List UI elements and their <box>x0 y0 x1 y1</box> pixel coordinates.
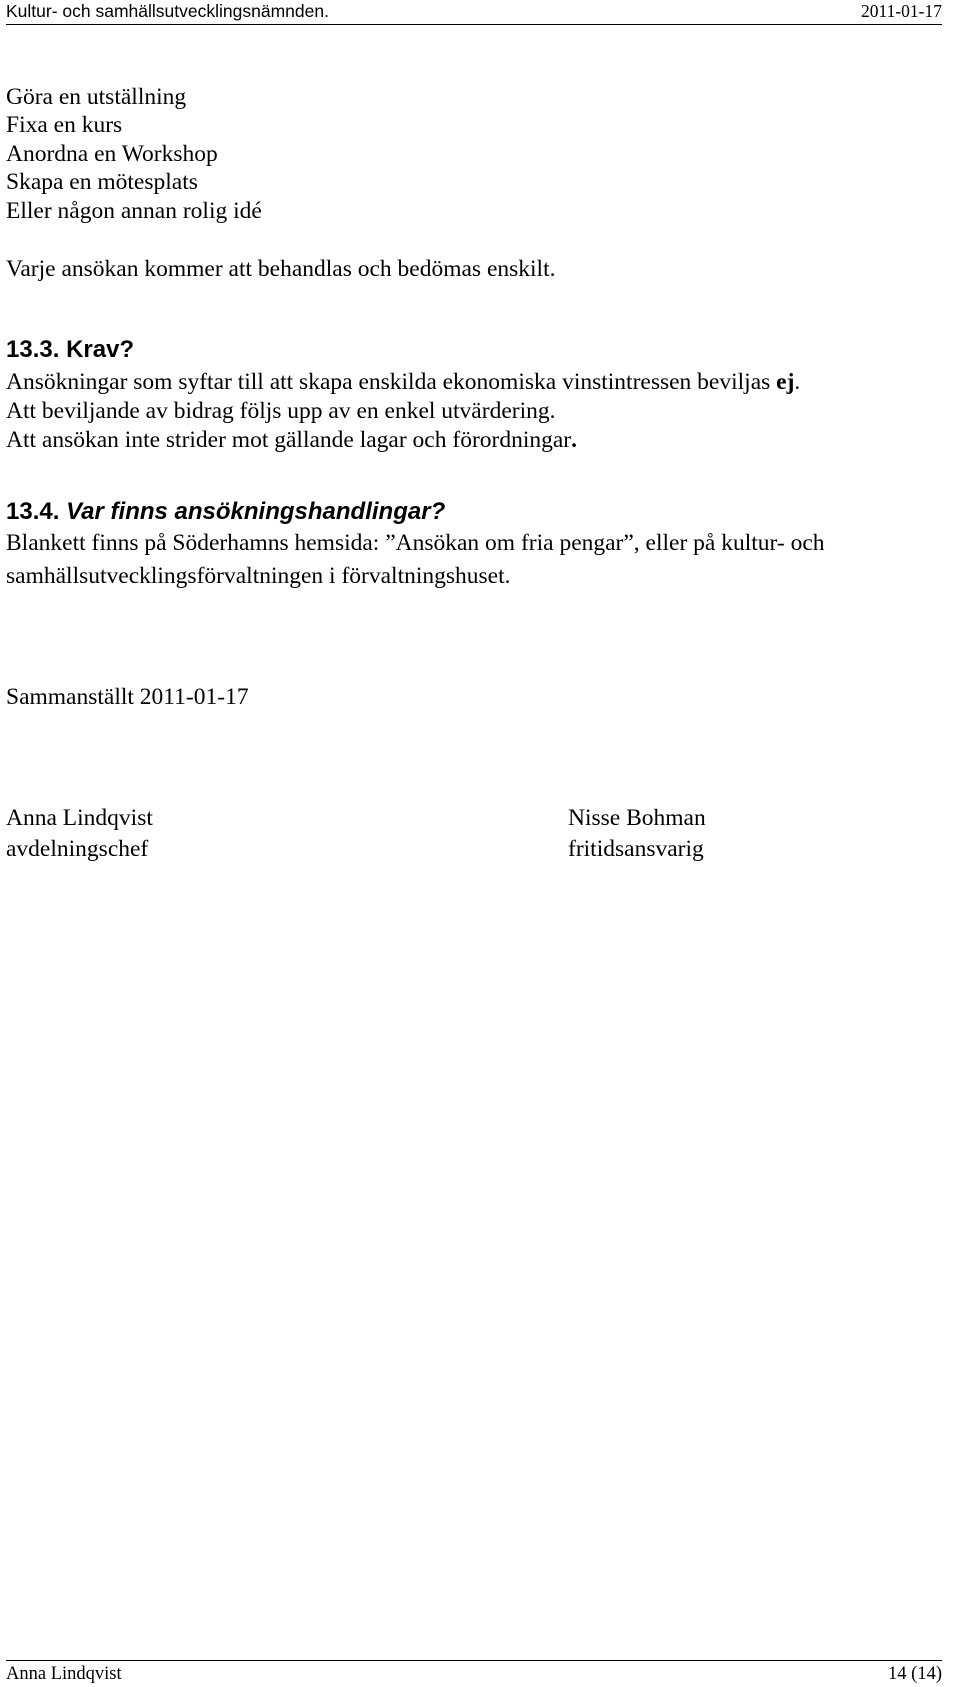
list-item: Fixa en kurs <box>6 112 123 138</box>
requirement-line <box>6 425 577 455</box>
section-title: Var finns ansökningshandlingar? <box>66 498 446 525</box>
page-header <box>6 0 942 25</box>
section-13-4-heading <box>6 497 445 527</box>
footer-author: Anna Lindqvist <box>6 1664 122 1684</box>
paragraph-line: samhällsutvecklingsförvaltningen i förvaltningshuset. <box>6 563 511 589</box>
compiled-date: Sammanställt 2011-01-17 <box>6 684 249 710</box>
list-item: Eller någon annan rolig idé <box>6 198 262 224</box>
requirement-punct: . <box>794 369 801 395</box>
section-number: 13.3. <box>6 336 60 363</box>
list-item: Skapa en mötesplats <box>6 169 198 195</box>
signature-name: Nisse Bohman <box>568 805 706 831</box>
paragraph-line: Blankett finns på Söderhamns hemsida: ”Ansökan om fria pengar”, eller på kultur- och <box>6 530 825 556</box>
evaluation-note: Varje ansökan kommer att behandlas och bedömas enskilt. <box>6 256 556 282</box>
page-footer <box>6 1660 942 1685</box>
requirement-line <box>6 367 800 397</box>
header-date: 2011-01-17 <box>860 1 942 21</box>
requirement-emphasis: . <box>571 427 577 453</box>
page-number: 14 (14) <box>888 1664 942 1684</box>
header-committee: Kultur- och samhällsutvecklingsnämnden. <box>6 1 329 21</box>
signature-title: avdelningschef <box>6 836 149 862</box>
requirement-text: Att ansökan inte strider mot gällande lagar och förordningar <box>6 427 572 453</box>
requirement-emphasis: ej <box>776 369 795 395</box>
section-title: Krav? <box>66 336 135 363</box>
section-13-3-heading <box>6 335 134 365</box>
requirement-line: Att beviljande av bidrag följs upp av en enkel utvärdering. <box>6 398 556 424</box>
signature-title: fritidsansvarig <box>568 836 704 862</box>
signature-name: Anna Lindqvist <box>6 805 153 831</box>
list-item: Göra en utställning <box>6 84 187 110</box>
section-number: 13.4. <box>6 498 60 525</box>
requirement-text: Ansökningar som syftar till att skapa enskilda ekonomiska vinstintressen beviljas <box>6 369 777 395</box>
list-item: Anordna en Workshop <box>6 141 218 167</box>
